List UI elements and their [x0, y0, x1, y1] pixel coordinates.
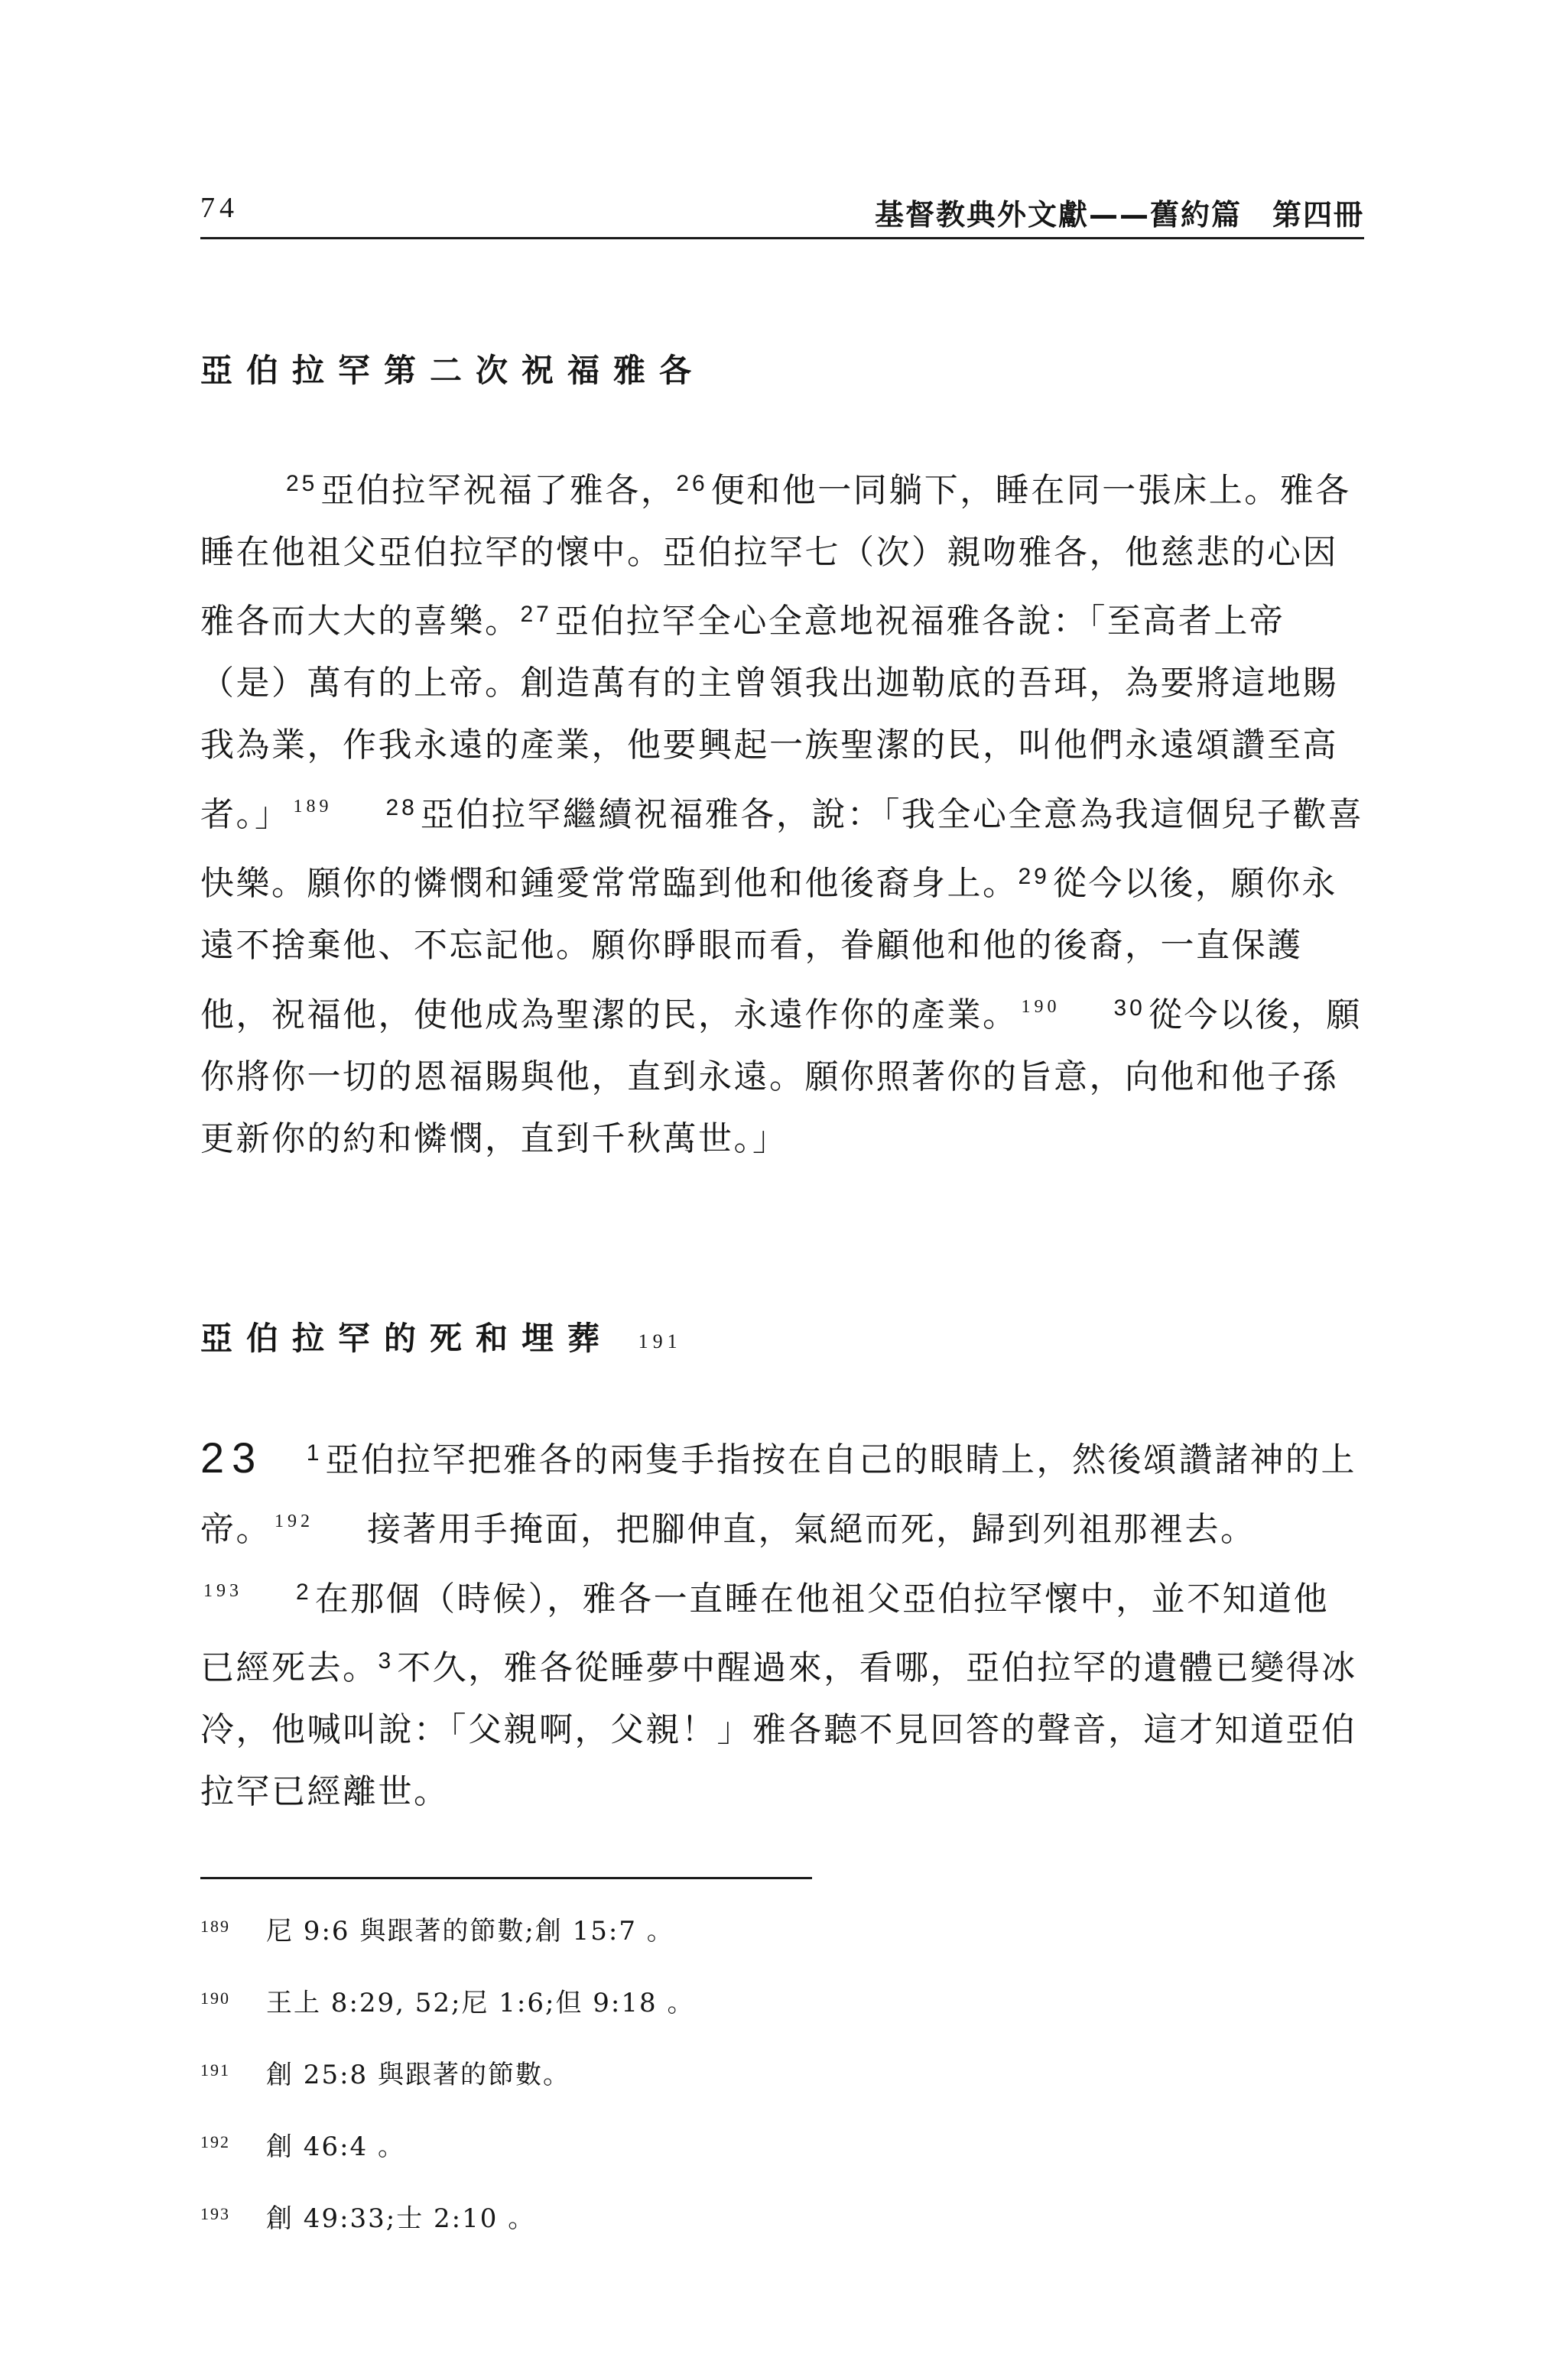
footnote — [200, 1911, 1364, 1983]
section-heading-text: 亞伯拉罕的死和埋葬 — [200, 1320, 614, 1357]
verse-text: 不久，雅各從睡夢中醒過來，看哪，亞伯拉罕的遺體已變得冰冷，他喊叫說：「父親啊，父親！」雅各聽不見回答的聲音，這才知道亞伯拉罕已經離世。 — [200, 1648, 1357, 1811]
verse-number: 3 — [378, 1648, 395, 1674]
footnote-ref: 189 — [293, 797, 333, 817]
footnote-ref: 190 — [1021, 997, 1061, 1017]
header-rule — [200, 237, 1364, 239]
footnote-number: 192 — [200, 2132, 230, 2151]
verse-number: 26 — [676, 471, 708, 496]
footnote-number: 191 — [200, 2060, 230, 2080]
verse-text: 便和他一同躺下，睡在同一張床上。雅各睡在他祖父亞伯拉罕的懷中。亞伯拉罕七（次）親吻雅各，他慈悲的心因雅各而大大的喜樂。 — [200, 471, 1351, 641]
footnote — [200, 1983, 1364, 2055]
verse-text: 從今以後，願你永遠不捨棄他、不忘記他。願你睜眼而看，眷顧他和他的後裔，一直保護他，祝福他，使他成為聖潔的民，永遠作你的產業。 — [200, 864, 1337, 1034]
footnote-text: 創 46:4 。 — [266, 2132, 405, 2162]
verse-text: 接著用手掩面，把腳伸直，氣絕而死，歸到列祖那裡去。 — [367, 1510, 1256, 1549]
page-number: 74 — [200, 192, 239, 224]
paragraph-blessing — [200, 453, 1364, 1170]
verse-text: 在那個（時候），雅各一直睡在他祖父亞伯拉罕懷中，並不知道他已經死去。 — [200, 1580, 1330, 1687]
verse-text: 亞伯拉罕全心全意地祝福雅各說：「至高者上帝（是）萬有的上帝。創造萬有的主曾領我出迦勒底的吾珥，為要將這地賜我為業，作我永遠的產業，他要興起一族聖潔的民，叫他們永遠頌讚至高者。」 — [200, 602, 1338, 834]
footnote — [200, 2055, 1364, 2127]
footnote-text: 創 25:8 與跟著的節數。 — [266, 2060, 570, 2090]
verse-number: 2 — [296, 1580, 312, 1605]
running-head — [200, 191, 1364, 234]
footnote-text: 尼 9:6 與跟著的節數;創 15:7 。 — [266, 1916, 674, 1947]
verse-text: 從今以後，願你將你一切的恩福賜與他，直到永遠。願你照著你的旨意，向他和他子孫更新你的約和憐憫，直到千秋萬世。」 — [200, 995, 1362, 1158]
verse-text: 亞伯拉罕祝福了雅各， — [320, 471, 677, 510]
verse-number: 27 — [520, 602, 552, 627]
footnote-number: 193 — [200, 2204, 230, 2223]
footnote-number: 189 — [200, 1917, 230, 1936]
verse-number: 30 — [1113, 995, 1145, 1021]
footnote-ref: 193 — [203, 1581, 242, 1601]
verse-text: 亞伯拉罕繼續祝福雅各，說：「我全心全意為我這個兒子歡喜快樂。願你的憐憫和鍾愛常常臨到他和他後裔身上。 — [200, 795, 1364, 903]
verse-number: 29 — [1018, 864, 1050, 889]
chapter-number: 23 — [200, 1434, 264, 1482]
footnote-ref: 192 — [275, 1511, 314, 1531]
footnote-text: 王上 8:29, 52;尼 1:6;但 9:18 。 — [266, 1988, 695, 2018]
footnote-ref: 191 — [638, 1330, 682, 1352]
paragraph-death — [200, 1422, 1364, 1823]
footnote-text: 創 49:33;士 2:10 。 — [266, 2203, 536, 2234]
section-heading — [200, 1313, 682, 1359]
footnote-rule — [200, 1877, 812, 1879]
verse-number: 28 — [385, 795, 417, 820]
book-title: 基督教典外文獻——舊約篇 第四冊 — [874, 198, 1364, 232]
verse-number: 25 — [286, 471, 318, 496]
verse-text: 亞伯拉罕把雅各的兩隻手指按在自己的眼睛上，然後頌讚諸神的上帝。 — [200, 1440, 1356, 1549]
verse-number: 1 — [306, 1440, 323, 1466]
footnote-list — [200, 1911, 1364, 2271]
footnote — [200, 2199, 1364, 2271]
footnote — [200, 2127, 1364, 2199]
footnote-number: 190 — [200, 1989, 230, 2008]
section-heading: 亞伯拉罕第二次祝福雅各 — [200, 352, 706, 389]
